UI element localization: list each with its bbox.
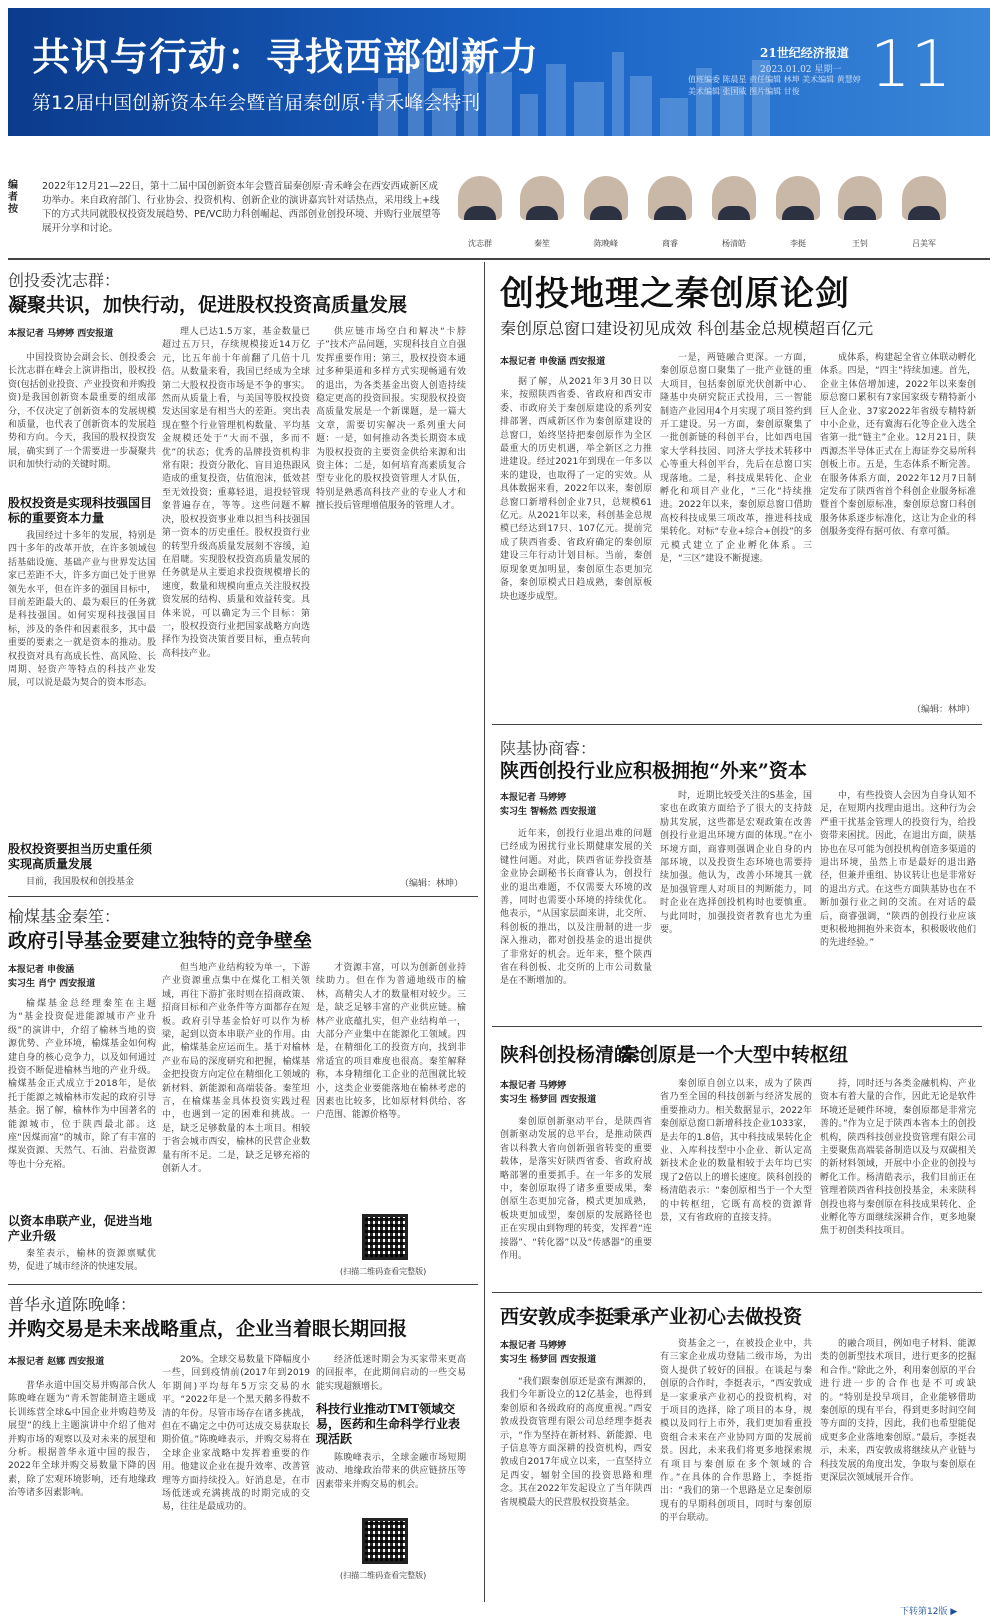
speaker-name: 王钊 <box>852 239 868 248</box>
paragraph: 但当地产业结构较为单一，下游产业资源重点集中在煤化工相关领域，再往下游扩张时则在招商政策、招商目标和产业条件等方面都存在短板。政府引导基金恰好可以作为桥梁，起到以资本串联产业的作用。由此，榆煤基金应运而生。基于对榆林产业布局的深度研究和把握，榆煤基金把投资方向定位在精细化工领域的新材料、新能源和高端装备。秦笙坦言，在榆煤基金具体投资实践过程中，也遇到一定的困难和挑战。一是，缺乏足够数量的本土项目。相较于省会城市西安，榆林的民营企业数量有所不足。二是，缺乏足够充裕的创新人才。 <box>162 963 310 1175</box>
paragraph: 中国投资协会副会长、创投委会长沈志群在峰会上演讲指出，股权投资(包括创业投资、产业投资和并购投资)是我国创新资本最重要的组成部分，不仅决定了创新资本的发展规模和质量，也代表了创新资本的发展趋势和方向。今天，我国的股权投资发展，确实到了一个需要进一步凝聚共识和加快行动的关键时期。 <box>8 353 156 471</box>
article-byline: 本报记者 申俊涵 西安报道 <box>500 357 606 367</box>
editor-note-text: 2022年12月21—22日，第十二届中国创新资本年会暨首届秦创原·青禾峰会在西安西咸新区成功举办。来自政府部门、行业协会、投资机构、创新企业的演讲嘉宾针对话热点，采用线上+线下的方式共同就股权投资发展趋势、PE/VC助力科创崛起、西部创业创投环境、并购行业展望等展开分享和讨论。 <box>42 181 441 234</box>
newspaper-name: 21世纪经济报道 <box>760 46 849 60</box>
article-divider <box>8 1284 478 1285</box>
article-headline: 陕科创投杨清皓： <box>500 1044 653 1066</box>
qr-caption: (扫描二维码查看完整版) <box>340 1267 427 1276</box>
paragraph: 成体系，构建起全省立体联动孵化体系。四是，“四主”持续加速。首先，企业主体倍增加速，2022年以来秦创原总窗口累积有7家国家级专精特新小巨人企业、37家2022年省级专精特新中小企业，还有冀海石化等企业入选全省第一批“链主”企业。12月21日，陕西源杰半导体正式在上海证券交易所科创板上市。五是，生态体系不断完善。在服务体系方面，2022年12月7日制定发布了陕西省首个科创企业服务标准暨首个秦创原标准，秦创原总窗口科创服务体系逐步标准化，这让为企业的科创服务变得有据可依、有章可循。 <box>820 353 976 538</box>
article-subhead: 以资本串联产业，促进当地产业升级 <box>8 1214 153 1243</box>
article-byline: 实习生 肖宁 西安报道 <box>8 979 96 989</box>
article-kicker: 普华永道陈晚峰： <box>8 1295 137 1314</box>
qr-code[interactable] <box>362 1518 408 1564</box>
article-column <box>316 1452 466 1512</box>
speaker-portrait <box>832 176 888 249</box>
article-headline: 陕西创投行业应积极拥抱“外来”资本 <box>500 760 807 782</box>
feature-subheadline: 秦创原总窗口建设初见成效 科创基金总规模超百亿元 <box>500 319 874 338</box>
speaker-portrait <box>514 176 570 249</box>
article-column <box>500 1376 652 1600</box>
page-number: 11 <box>870 28 952 102</box>
portrait-photo <box>712 176 756 220</box>
article-column <box>162 962 310 1278</box>
speaker-portrait <box>578 176 634 249</box>
speaker-portrait <box>642 176 698 249</box>
paragraph: 秦笙表示，榆林的资源禀赋优势，促进了城市经济的快速发展。 <box>8 1249 156 1273</box>
masthead-banner <box>8 8 990 136</box>
article-headline: 秦创原是一个大型中转枢纽 <box>620 1044 849 1066</box>
speaker-name: 商睿 <box>662 239 678 248</box>
article-headline: 政府引导基金要建立独特的竞争壁垒 <box>8 930 313 952</box>
speaker-portraits <box>452 176 972 256</box>
paragraph: 供应链市场空白和解决“卡脖子”技术产品问题，实现科技自立自强发挥重要作用；第三，股权投资本通过多种渠道和多样方式实现畅通有效的退出，为各类基金出资人创造持续稳定更高的投资回报。实现股权投资高质量发展是一个新课题，是一篇大文章，需要切实解决一系列重大问题：一是，如何推动各类长期资本成为股权投资的主要资金供给来源和出资主体；二是，如何培育高素质复合型专业化的股权投资管理人才队伍，特别是熟悉高科技产业的专业人才和擅长投后管理增值服务的管理人才。 <box>316 327 466 512</box>
paragraph: 据了解，从2021年3月30日以来，按照陕西省委、省政府和西安市委、市政府关于秦创原建设的系列安排部署，西咸新区作为秦创原建设的总窗口，始终坚持把秦创原作为全区最重大的历史机遇，举全新区之力推进建设。经过2021年到现在一年多以来的建设，也取得了一定的实效。从具体数据来看，2022年以来，秦创原总窗口新增科创企业7只，总规模61亿元。从2021年以来，科创基金总规模已经达到17只、107亿元。提前完成了陕西省委、省政府确定的秦创原建设三年行动计划目标。当前，秦创原现象更加明显，秦创原生态更加完备，秦创原模式日趋成熟，秦创原板块也逐步成型。 <box>500 377 652 602</box>
speaker-portrait <box>706 176 762 249</box>
article-subhead: 科技行业推动TMT领域交易，医药和生命科学行业表现活跃 <box>316 1402 461 1446</box>
continued-on-page-link[interactable]: 下转第12版 ▶ <box>900 1607 958 1617</box>
article-column <box>820 352 976 698</box>
paragraph: 理人已达1.5万家，基金数量已超过五万只，存续规模接近14万亿元，比五年前十年前翻了几倍十几倍。从数量来看，我国已经成为全球第二大股权投资市场是不争的事实。然而从质量上看，与美国等股权投资发达国家是有相当大的差距。突出表现在整个行业管理机构数量、平均基金规模还处于“大而不强，多而不优”的状态；优秀的品牌投资机构非常有限；投资分散化、盲目追热跟风造成的重复投资，估值泡沫，低效甚至无效投资；重募轻退，退投轻管现象普遍存在，等等。这些问题不解决，股权投资事业难以担当科技强国第一资本的历史重任。股权投资行业的转型升级高质量发展刻不容缓，迫在眉睫。实现股权投资高质量发展的任务就是从主要追求投资规模增长的速度，数量和规模向重点关注股权投资发展的结构、质量和效益转变。具体来说，可以确定为三个目标：第一，股权投资行业把国家战略方向选择作为投资决策首要目标，重点转向高科技产业。 <box>162 327 310 659</box>
portrait-photo <box>776 176 820 220</box>
special-issue-title: 共识与行动：寻找西部创新力 <box>32 34 540 79</box>
article-subhead: 股权投资要担当历史重任须实现高质量发展 <box>8 842 153 871</box>
article-headline: 凝聚共识，加快行动，促进股权投资高质量发展 <box>8 294 408 316</box>
article-headline: 秉承产业初心去做投资 <box>612 1306 803 1328</box>
section-divider <box>8 258 990 260</box>
qr-code[interactable] <box>362 1214 408 1260</box>
paragraph: 才资源丰富，可以为创新创业持续助力。但在作为普通地级市的榆林，高精尖人才的数量相对较少。三是，缺乏足够丰富的产业供应链。榆林产业底蕴扎实，但产业结构单一，大部分产业集中在能源化工领域。四是，在精细化工的投资方向，找到非常适宜的项目难度也很高。秦笙解释称，本身精细化工企业的范围就比较小，这类企业要能落地在榆林考虑的因素也比较多，比如原材料供给、客户范围、能源价格等。 <box>316 963 466 1121</box>
article-byline: 本报记者 申俊涵 <box>8 965 75 975</box>
paragraph: “我们跟秦创原还是蛮有渊源的，我们今年新设立的12亿基金，也得到秦创原和各级政府的高度重视。”西安敦成投资管理有限公司总经理李挺表示，“作为坚持在新材料、新能源、电子信息等方面深耕的投资机构，西安敦成自2017年成立以来，一直坚持立足西安，辐射全国的投资思路和理念。其在2022年发起设立了当年陕西省规模最大的民营股权投资基金。 <box>500 1377 652 1508</box>
speaker-name: 陈晚峰 <box>594 239 618 248</box>
paragraph: 持，同时还与各类金融机构、产业资本有着大量的合作，因此无论是软件环境还是硬件环境，秦创原都是非常完善的。”作为立足于陕西本省本土的创投机构，陕西科技创业投资管理有限公司主要聚焦高端装备制造以及与双碳相关的新材料领域，开展中小企业的创投与孵化工作。杨清皓表示，我们目前正在管理着陕西省科技创投基金，未来陕科创投也将与秦创原在科技成果转化、企业孵化等方面继续深耕合作，更多地聚焦于初创类科技项目。 <box>820 1079 976 1237</box>
article-column <box>8 876 156 892</box>
article-column <box>820 1078 976 1284</box>
paragraph: 一是，两链融合更深。一方面，秦创原总窗口聚集了一批产业链的重大项目，包括秦创原光伏创新中心、隆基中央研究院正式投用，三一智能制造产业园用4个月实现了项目签约到开工建设。另一方面，秦创原聚集了一批创新链的科创平台，比如西电国家大学科技园、同济大学技术转移中心等重大科创平台，先后在总窗口实现落地。二是，科技成果转化、企业孵化和项目产业化，“三化”持续推进。2022年以来，秦创原总窗口借助高校科技成果三项改革，推进科技成果转化。对标“专业+综合+创投”的多元模式建立了企业孵化体系。三是，“三区”建设不断提速。 <box>660 353 812 565</box>
paragraph: 陈晚峰表示，全球金融市场短期波动、地缘政治带来的供应链挤压等因素带来并购交易的机会。 <box>316 1453 466 1490</box>
speaker-name: 秦笙 <box>534 239 550 248</box>
article-byline: 实习生 杨梦回 西安报道 <box>500 1355 597 1365</box>
article-column <box>162 326 310 892</box>
article-byline: 实习生 智畅然 西安报道 <box>500 807 597 817</box>
editor-credits: 值班编委 陈晨星 责任编辑 林坤 美术编辑 黄慧婷 美术编辑 张国威 图片编辑 甘俊 <box>688 75 861 96</box>
portrait-photo <box>584 176 628 220</box>
paragraph: 秦创原自创立以来，成为了陕西省乃至全国的科技创新与经济发展的重要推动力。相关数据显示，2022年秦创原总窗口新增科技企业1033家，是去年的1.8倍，其中科技成果转化企业、入库科技型中小企业、新认定高新技术企业的数量相较于去年均已实现了2倍以上的增长速度。陕科创投的杨清皓表示：“秦创原相当于一个大型的中转枢纽，它既有高校的资源背景，又有省政府的直接支持。 <box>660 1079 812 1224</box>
feature-headline: 创投地理之秦创原论剑 <box>500 274 850 314</box>
article-divider <box>492 1026 982 1027</box>
paragraph: 我国经过十多年的发展，特别是四十多年的改革开放，在许多领域包括基础设施、基础产业与世界发达国家已差距不大，许多方面已处于世界领先水平，但在许多的强国目标中，目前差距最大的、最为艰巨的任务就是科技强国。如何实现科技强国目标，涉及的条件和因素很多，其中最重要的要素之一就是资本的推动。股权投资对具有高成长性、高风险、长周期、轻资产等特点的科技产业发展，可以说是最为契合的资本形态。 <box>8 531 156 689</box>
speaker-name: 沈志群 <box>468 239 492 248</box>
article-column <box>660 790 812 1018</box>
article-column <box>162 1354 310 1602</box>
paragraph: 20%。全球交易数量下降幅度小一些，回到疫情前(2017年到2019年期间)平均每年5万宗交易的水平。“2022年是一个黑天鹅多得数不清的年份。尽管市场存在诸多挑战，但在不确定之中仍可达成交易获取长期价值。”陈晚峰表示，并购交易将在全球企业家战略中发挥着重要的作用。他建议企业在提升效率、改善管理等方面持续投入。好消息是，在市场低迷或充满挑战的时期完成的交易，往往是最成功的。 <box>162 1355 310 1513</box>
article-subhead: 股权投资是实现科技强国目标的重要资本力量 <box>8 496 153 525</box>
issue-date: 2023.01.02 星期一 <box>760 65 842 75</box>
article-byline: 本报记者 马婷婷 西安报道 <box>8 329 114 339</box>
article-column <box>820 790 976 1018</box>
article-divider <box>8 896 478 897</box>
paragraph: 秦创原创新驱动平台，是陕西省创新驱动发展的总平台，是推动陕西省以科教大省向创新强省转变的重要载体，是落实好陕西省委、省政府战略部署的重要抓手。在一年多的发展中，秦创原取得了诸多重要成果，秦创原生态更加完备，模式更加成熟，板块更加成型，秦创原的发展路径也正在实现由到物理的转变，发挥着“连接器”、“转化器”以及“传感器”的重要作用。 <box>500 1117 652 1262</box>
article-column <box>8 1248 156 1278</box>
article-divider <box>492 724 982 725</box>
article-column <box>660 352 812 716</box>
qr-caption: (扫描二维码查看完整版) <box>340 1571 427 1580</box>
speaker-name: 杨清皓 <box>722 239 746 248</box>
article-column <box>8 998 156 1210</box>
article-column <box>316 962 466 1210</box>
article-divider <box>492 1292 982 1293</box>
article-kicker: 创投委沈志群： <box>8 271 121 290</box>
article-column <box>316 1354 466 1394</box>
paragraph: 榆煤基金总经理秦笙在主题为“基金投资促进能源城市产业升级”的演讲中，介绍了榆林当地的资源优势、产业环境，榆煤基金如何构建自身的核心竞争力，以及如何通过投资不断促进榆林当地的产业升级。榆煤基金正式成立于2018年，是依托于能源之城榆林市发起的政府引导基金。据了解，榆林作为中国著名的能源城市，位于陕西最北部。这座“因煤而富”的城市，除了有丰富的煤炭资源、天然气、石油、岩盐资源等也十分充裕。 <box>8 999 156 1170</box>
article-column <box>660 1338 812 1600</box>
portrait-photo <box>458 176 502 220</box>
article-kicker: 陕基协商睿： <box>500 739 597 758</box>
portrait-photo <box>902 176 946 220</box>
portrait-photo <box>520 176 564 220</box>
article-column <box>8 530 156 840</box>
paragraph: 近年来，创投行业退出难的问题已经成为困扰行业长期健康发展的关键性问题。对此，陕西省证券投资基金业协会副秘书长商睿认为，创投行业的退出难题，不仅需要大环境的改善，同时也需要小环境的持续优化。他表示，“从国家层面来讲，北交所、科创板的推出，以及注册制的进一步深入推动，都对创投基金的退出提供了非常好的机会。近年来，整个陕西省在科创板、北交所的上市公司数量是在不断增加的。 <box>500 829 652 987</box>
article-headline: 并购交易是未来战略重点，企业当着眼长期回报 <box>8 1318 408 1340</box>
editor-note-label: 编者按 <box>8 180 18 215</box>
paragraph: 普华永道中国交易并购部合伙人陈晚峰在题为“青禾智能制造主题成长训练营全球&中国企业并购趋势及展望”的线上主题演讲中介绍了他对并购市场的观察以及对未来的展望和分析。根据普华永道中国的报告，2022年全球并购交易数量下降的因素，除了宏观环境影响，还有地缘政治等诸多因素影响。 <box>8 1381 156 1499</box>
column-divider <box>484 262 485 1602</box>
article-byline: 实习生 杨梦回 西安报道 <box>500 1095 597 1105</box>
paragraph: 时，近期比较受关注的S基金，国家也在政策方面给予了很大的支持鼓励其发展，这些都是宏观政策在改善创投行业退出环境方面的体现。”在小环境方面，商睿则强调企业自身的内部环境，以及投资生态环境也需要持续加强。他认为，改善小环境其一就是加强管理人对项目的判断能力，同时企业在选择创投机构时也要慎重。与此同时，加强投资者教育也尤为重要。 <box>660 791 812 936</box>
article-byline: 本报记者 马婷婷 <box>500 1081 567 1091</box>
paragraph: 中，有些投资人会因为自身认知不足，在短期内找理由退出。这种行为会严重干扰基金管理人的投资行为，给投资带来困扰。因此，在退出方面，陕基协也在尽可能为创投机构创造多渠道的退出环境，虽然上市是最好的退出路径，但兼并重组、协议转让也是非常好的退出方式。在这些方面陕基协也在不断加强行业之间的交流。在对话的最后，商睿强调，“陕西的创投行业应该更积极地拥抱外来资本，积极吸收他们的先进经验。” <box>820 791 976 949</box>
article-column <box>500 828 652 1018</box>
paragraph: 目前，我国股权和创投基金 <box>26 877 135 887</box>
portrait-photo <box>838 176 882 220</box>
article-column <box>820 1338 976 1600</box>
article-column <box>660 1078 812 1284</box>
speaker-portrait <box>452 176 508 249</box>
paragraph: 经济低迷时期会为买家带来更高的回报率，在此期间启动的一些交易能实现超额增长。 <box>316 1355 466 1392</box>
portrait-photo <box>648 176 692 220</box>
special-issue-subtitle: 第12届中国创新资本年会暨首届秦创原·青禾峰会特刊 <box>32 92 481 114</box>
article-column <box>500 376 652 716</box>
article-byline: 本报记者 马婷婷 <box>500 793 567 803</box>
article-byline: 本报记者 马婷婷 <box>500 1341 567 1351</box>
editor-tag: （编辑：林坤） <box>400 879 464 889</box>
article-column <box>500 1116 652 1284</box>
speaker-portrait <box>770 176 826 249</box>
article-column <box>8 352 156 492</box>
speaker-portrait <box>896 176 952 249</box>
article-byline: 本报记者 赵娜 西安报道 <box>8 1357 105 1367</box>
editor-tag: （编辑：林坤） <box>912 705 976 715</box>
paragraph: 的融合项目，例如电子材料、能源类的创新型技术项目，进行更多的挖掘和合作。”除此之外，利用秦创原的平台进行进一步的合作也是不可或缺的。“特别是投早项目，企业能够借助秦创原的现有平台，得到更多时间空间等方面的支持，因此，我们也希望能促成更多企业落地秦创原。”最后，李挺表示，未来，西安敦成将继续从产业链与科技发展的角度出发，争取与秦创原在更深层次领域展开合作。 <box>820 1339 976 1484</box>
article-column <box>8 1380 156 1602</box>
article-column <box>316 326 466 872</box>
speaker-name: 李挺 <box>790 239 806 248</box>
article-headline: 西安敦成李挺： <box>500 1306 634 1328</box>
speaker-name: 吕美军 <box>912 239 936 248</box>
article-kicker: 榆煤基金秦笙： <box>8 907 121 926</box>
paragraph: 资基金之一，在被投企业中，共有三家企业成功登陆二级市场，为出资人提供了较好的回报。在谈起与秦创原的合作时，李挺表示，“西安敦成是一家秉承产业初心的投资机构，对于项目的选择，除了项目的本身，规模以及同行上市外，我们更加看重投资组合未来在产业协同方面的发展前景。因此，未来我们将更多地探索规有项目与秦创原在多个领域的合作。”在具体的合作思路上，李挺指出：“我们的第一个思路是立足秦创原现有的早期科创项目，同时与秦创原的平台联动。 <box>660 1339 812 1524</box>
